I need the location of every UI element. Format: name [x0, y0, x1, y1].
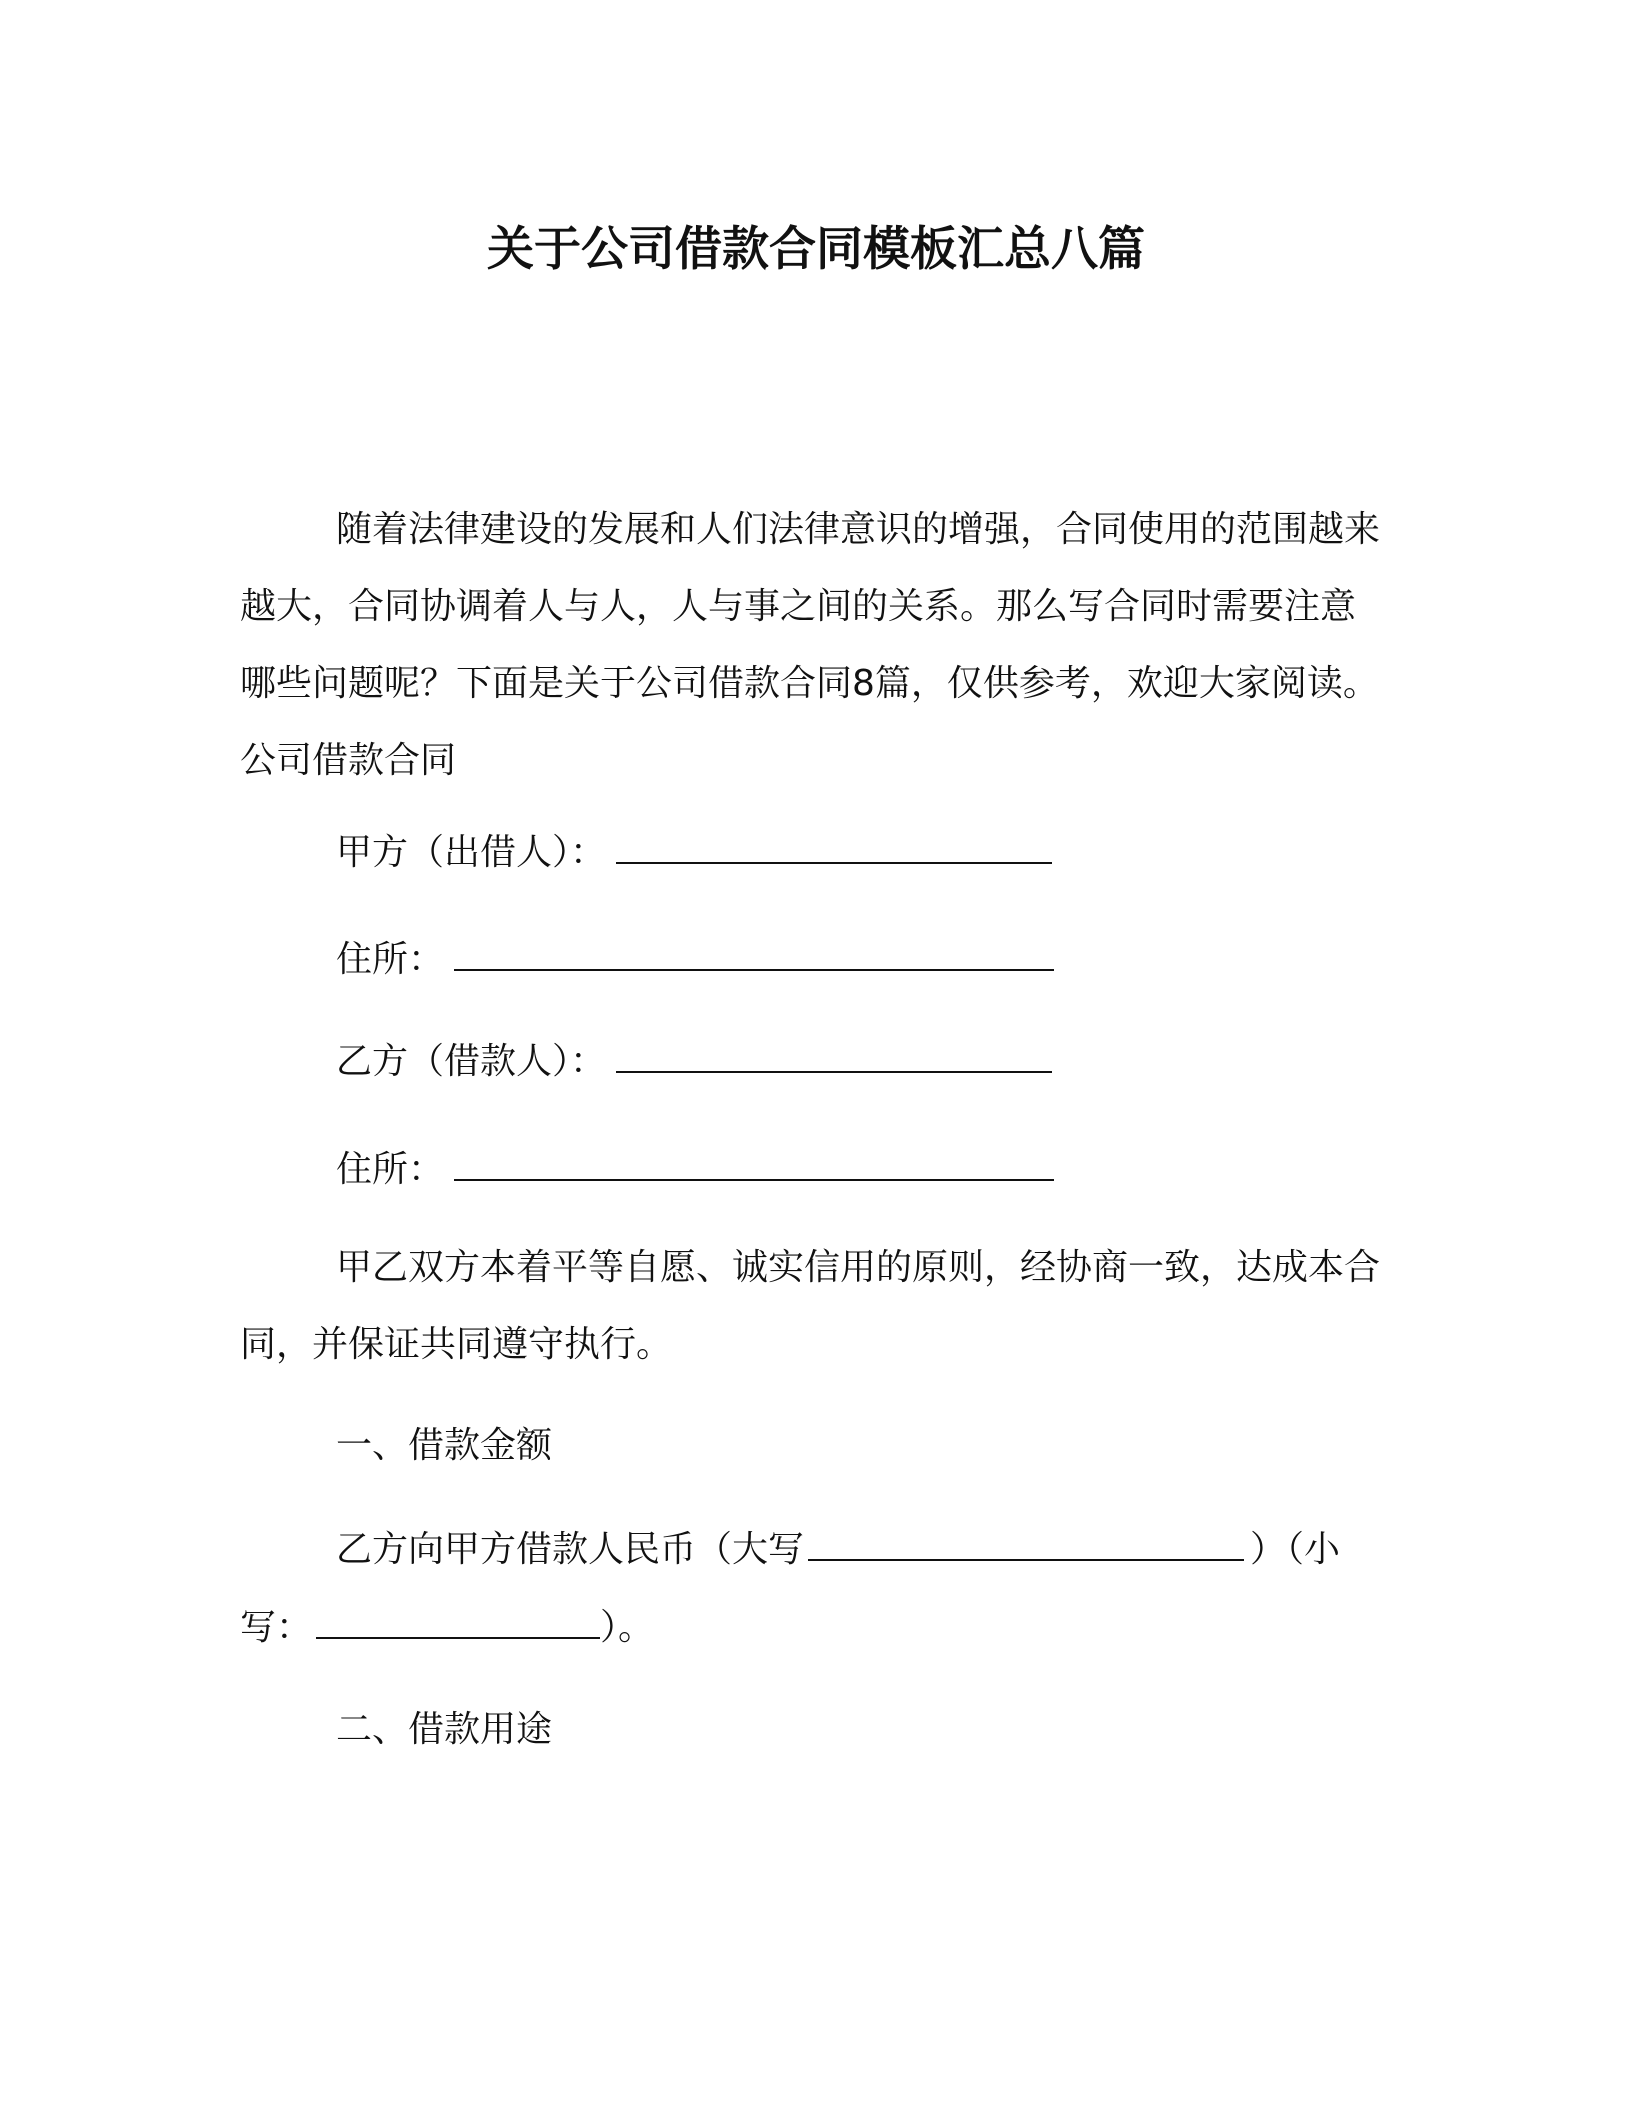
intro-paragraph: 随着法律建设的发展和人们法律意识的增强，合同使用的范围越来越大，合同协调着人与人，人与事之间的关系。那么写合同时需要注意哪些问题呢？下面是关于公司借款合同8篇，仅供参考，欢迎大家阅读。公司借款合同 — [240, 509, 1381, 781]
section-1-heading: 一、借款金额 — [336, 1425, 553, 1466]
address-a-label: 住所： — [336, 939, 445, 980]
address-a-blank[interactable] — [454, 935, 1054, 971]
party-b-field — [336, 1035, 1052, 1089]
loan-uppercase-blank[interactable] — [808, 1525, 1244, 1561]
loan-line-1-suffix: ）（小 — [1250, 1529, 1341, 1570]
address-b-blank[interactable] — [454, 1145, 1054, 1181]
party-a-field — [336, 826, 1052, 880]
party-b-blank[interactable] — [616, 1037, 1052, 1073]
document-title: 关于公司借款合同模板汇总八篇 — [487, 222, 1145, 277]
address-a-field — [336, 933, 1054, 987]
address-b-label: 住所： — [336, 1149, 445, 1190]
loan-lowercase-label: 写： — [240, 1607, 313, 1648]
party-a-blank[interactable] — [616, 828, 1052, 864]
loan-lowercase-blank[interactable] — [316, 1603, 600, 1639]
party-a-label: 甲方（出借人）： — [336, 832, 607, 873]
agreement-paragraph: 甲乙双方本着平等自愿、诚实信用的原则，经协商一致，达成本合同，并保证共同遵守执行。 — [240, 1247, 1381, 1365]
loan-line-2-suffix: ）。 — [600, 1607, 655, 1648]
loan-uppercase-label: 乙方向甲方借款人民币（大写 — [336, 1529, 805, 1570]
loan-amount-line-1 — [336, 1523, 1340, 1577]
address-b-field — [336, 1143, 1054, 1197]
party-b-label: 乙方（借款人）： — [336, 1041, 607, 1082]
section-2-heading: 二、借款用途 — [336, 1709, 553, 1750]
loan-amount-line-2 — [240, 1601, 654, 1655]
